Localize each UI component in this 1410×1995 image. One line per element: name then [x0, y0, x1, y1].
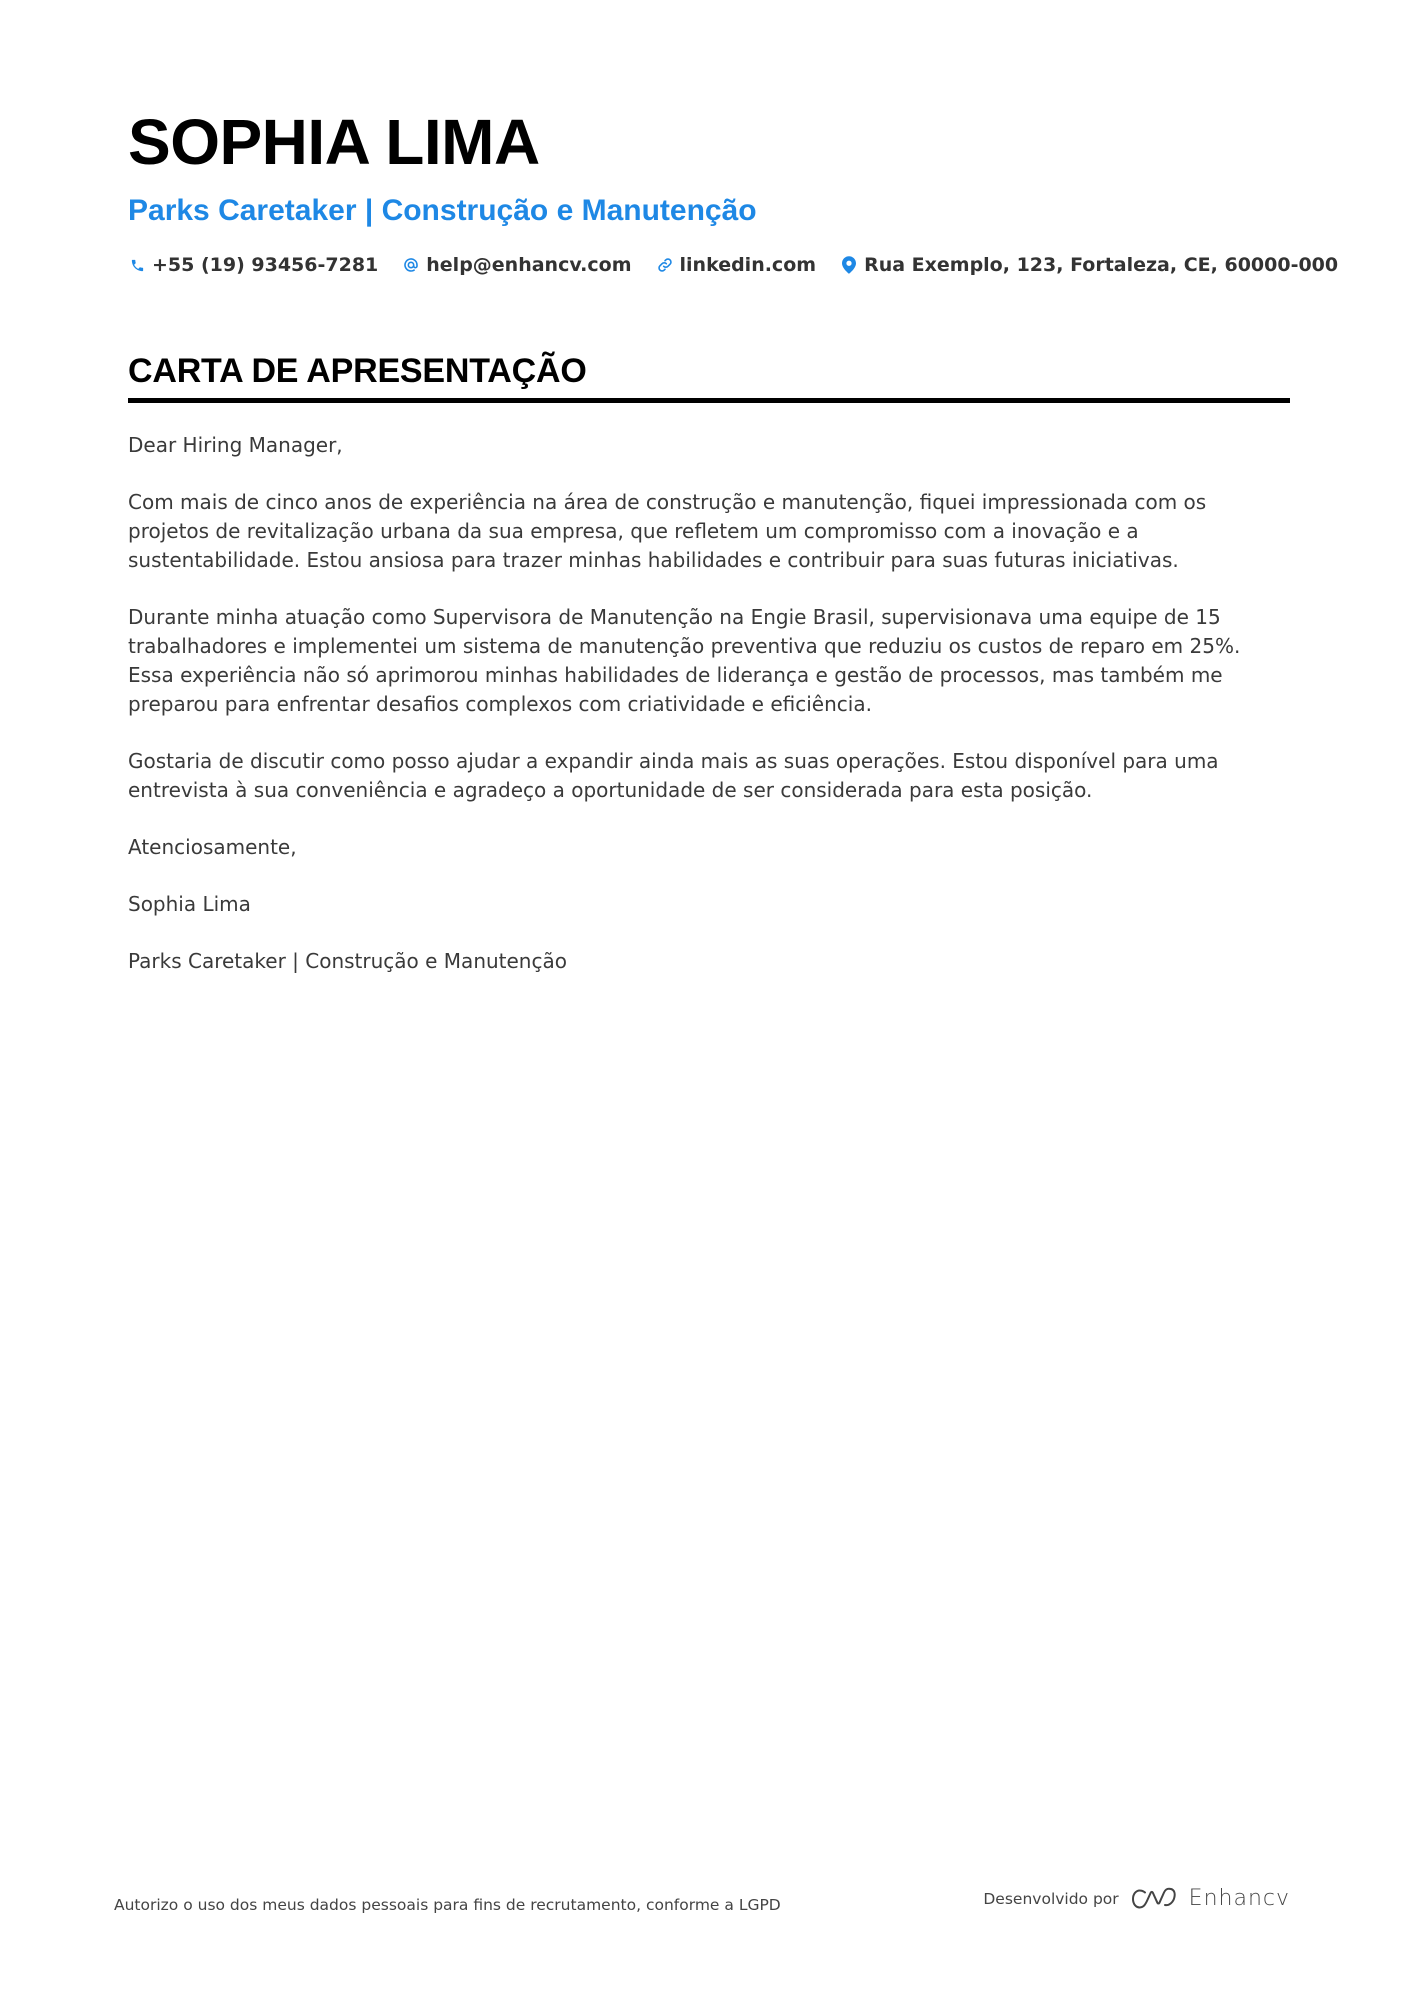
contact-address [840, 254, 1338, 276]
signature-title: Parks Caretaker | Construção e Manutenção [128, 949, 567, 973]
section-title: CARTA DE APRESENTAÇÃO [128, 354, 1290, 403]
enhancv-logo-icon [1131, 1887, 1177, 1911]
letter-paragraph: Durante minha atuação como Supervisora de Manutenção na Engie Brasil, supervisionava uma equipe de 15 trabalhadores e implementei um sistema de manutenção preventiva que reduziu os custos de reparo em 25%. Essa experiência não só aprimorou minhas habilidades de liderança e gestão de processos, mas também me preparou para enfrentar desafios complexos com criatividade e eficiência. [128, 605, 1241, 716]
contact-address-text: Rua Exemplo, 123, Fortaleza, CE, 60000-000 [864, 254, 1339, 276]
phone-icon [128, 256, 146, 274]
link-icon [656, 256, 674, 274]
contact-email[interactable] [402, 254, 631, 276]
at-icon [402, 256, 420, 274]
contact-email-text: help@enhancv.com [426, 254, 632, 276]
contact-linkedin[interactable] [656, 254, 817, 276]
signature-name: Sophia Lima [128, 892, 251, 916]
letter-closing: Atenciosamente, [128, 835, 297, 859]
candidate-title: Parks Caretaker | Construção e Manutenção [128, 194, 757, 227]
consent-note: Autorizo o uso dos meus dados pessoais para fins de recrutamento, conforme a LGPD [114, 1896, 781, 1914]
powered-by-label: Desenvolvido por [983, 1889, 1119, 1908]
contact-bar [128, 254, 1339, 276]
letter-body [128, 431, 1290, 976]
candidate-name: SOPHIA LIMA [128, 106, 540, 178]
enhancv-brand: Enhancv [1188, 1886, 1290, 1911]
letter-paragraph: Gostaria de discutir como posso ajudar a expandir ainda mais as suas operações. Estou disponível para uma entrevista à sua conveniência e agradeço a oportunidade de ser considerada para esta posição. [128, 749, 1219, 802]
powered-by[interactable] [983, 1886, 1290, 1911]
location-icon [840, 256, 858, 274]
contact-phone-text: +55 (19) 93456-7281 [152, 254, 379, 276]
letter-paragraph: Com mais de cinco anos de experiência na área de construção e manutenção, fiquei impressionada com os projetos de revitalização urbana da sua empresa, que refletem um compromisso com a inovação e a sustentabilidade. Estou ansiosa para trazer minhas habilidades e contribuir para suas futuras iniciativas. [128, 490, 1207, 572]
contact-phone[interactable] [128, 254, 378, 276]
letter-greeting: Dear Hiring Manager, [128, 433, 343, 457]
contact-linkedin-text: linkedin.com [679, 254, 817, 276]
cover-letter-page [128, 106, 1339, 1004]
